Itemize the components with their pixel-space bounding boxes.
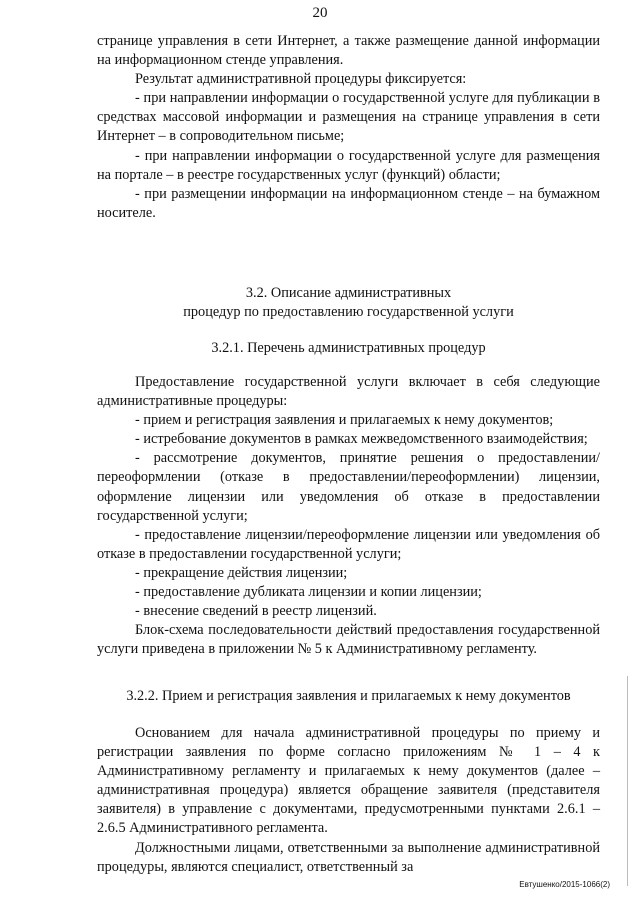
list-item: - прием и регистрация заявления и прилагаемых к нему документов; bbox=[135, 412, 554, 429]
heading-line: процедур по предоставлению государственной услуги bbox=[183, 304, 514, 321]
heading-line: 3.2.2. Прием и регистрация заявления и прилагаемых к нему документов bbox=[126, 688, 571, 704]
paragraph: Предоставление государственной услуги включает в себя следующие административные процедуры: bbox=[97, 374, 600, 410]
list-item: - предоставление лицензии/переоформление лицензии или уведомления об отказе в предоставлении государственной услуги; bbox=[97, 526, 600, 562]
section-heading-3-2-1 bbox=[97, 339, 600, 358]
paragraph: Должностными лицами, ответственными за выполнение административной процедуры, являются специалист, ответственный за bbox=[97, 839, 600, 875]
paragraph: Основанием для начала административной процедуры по приему и регистрации заявления по форме согласно приложениям № 1 – 4 к Административному регламенту и прилагаемых к нему документов (далее – административная процедура) является обращение заявителя (представителя заявителя) в управление с документами, предусмотренными пунктами 2.6.1 – 2.6.5 Административного регламента. bbox=[97, 725, 600, 837]
paragraph: Результат административной процедуры фиксируется: bbox=[135, 71, 467, 88]
section-text-block-2 bbox=[97, 373, 600, 659]
list-item: - внесение сведений в реестр лицензий. bbox=[135, 603, 377, 620]
heading-line: 3.2. Описание административных bbox=[245, 285, 452, 301]
section-text-block-3 bbox=[97, 724, 600, 877]
list-item: - при направлении информации о государственной услуге для размещения на портале – в реестре государственных услуг (функций) области; bbox=[97, 147, 600, 183]
list-item: - при размещении информации на информационном стенде – на бумажном носителе. bbox=[97, 185, 600, 221]
paragraph: Блок-схема последовательности действий предоставления государственной услуги приведена в приложении № 5 к Административному регламенту. bbox=[97, 622, 600, 658]
list-item: - при направлении информации о государственной услуге для публикации в средствах массовой информации и размещения на странице управления в сети Интернет – в сопроводительном письме; bbox=[97, 90, 600, 145]
section-heading-3-2-2 bbox=[97, 687, 600, 706]
page-number: 20 bbox=[312, 5, 328, 21]
paragraph: странице управления в сети Интернет, а также размещение данной информации на информационном стенде управления. bbox=[97, 33, 600, 69]
section-heading-3-2 bbox=[97, 284, 600, 322]
footer-code: Евтушенко/2015-1066(2) bbox=[519, 880, 610, 889]
list-item: - рассмотрение документов, принятие решения о предоставлении/ переоформлении (отказе в предоставлении/переоформлении) лицензии, оформление лицензии или уведомления об отказе в предоставлении государственной услуги; bbox=[97, 450, 600, 524]
scan-edge-line bbox=[627, 676, 628, 886]
heading-line: 3.2.1. Перечень административных процедур bbox=[211, 340, 486, 356]
list-item: - истребование документов в рамках межведомственного взаимодействия; bbox=[135, 431, 588, 448]
section-text-block-1 bbox=[97, 32, 600, 223]
list-item: - прекращение действия лицензии; bbox=[135, 564, 348, 581]
list-item: - предоставление дубликата лицензии и копии лицензии; bbox=[135, 584, 482, 601]
